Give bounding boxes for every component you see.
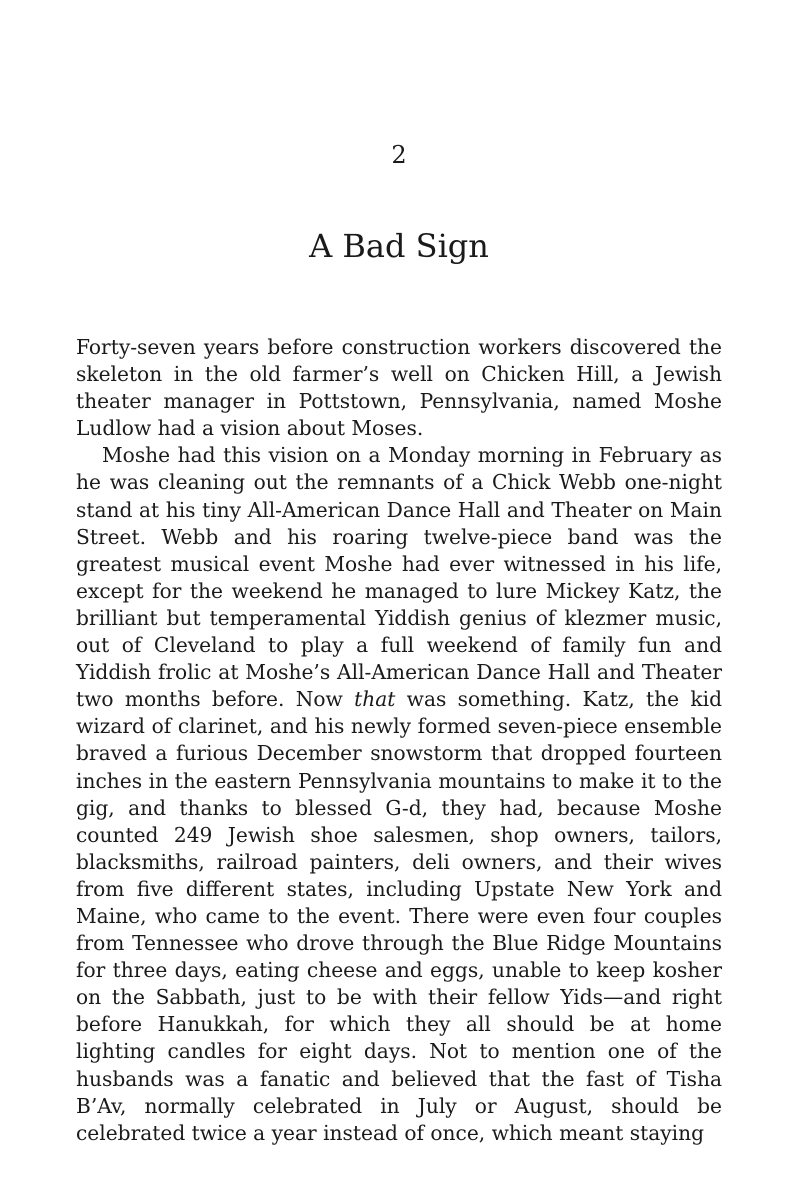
chapter-body — [76, 334, 722, 1147]
paragraph-2-text-a: Moshe had this vision on a Monday morning in February as he was cleaning out the remnants of a Chick Webb one-night stand at his tiny All-American Dance Hall and Theater on Main Street. Webb and his roaring twelve-piece band was the greatest musical event Moshe had ever witnessed in his life, except for the weekend he managed to lure Mickey Katz, the brilliant but temperamental Yiddish genius of klezmer music, out of Cleveland to play a full weekend of family fun and Yiddish frolic at Moshe’s All-American Dance Hall and Theater two months before. Now — [76, 443, 722, 712]
paragraph-2 — [76, 442, 722, 1146]
paragraph-1-text: Forty-seven years before construction workers discovered the skeleton in the old farmer’s well on Chicken Hill, a Jewish theater manager in Pottstown, Pennsylvania, named Moshe Ludlow had a vision about Moses. — [76, 335, 722, 441]
paragraph-2-emphasis: that — [354, 687, 396, 712]
paragraph-2-text-b: was something. Katz, the kid wizard of clarinet, and his newly formed seven-piece ensemble braved a furious December snowstorm that dropped fourteen inches in the eastern Pennsylvania mountains to make it to the gig, and thanks to blessed G-d, they had, because Moshe counted 249 Jewish shoe salesmen, shop owners, tailors, blacksmiths, railroad painters, deli owners, and their wives from five different states, including Upstate New York and Maine, who came to the event. There were even four couples from Tennessee who drove through the Blue Ridge Mountains for three days, eating cheese and eggs, unable to keep kosher on the Sabbath, just to be with their fellow Yids—and right before Hanukkah, for which they all should be at home lighting candles for eight days. Not to mention one of the husbands was a fanatic and believed that the fast of Tisha B’Av, normally celebrated in July or August, should be celebrated twice a year instead of once, which meant staying — [76, 687, 722, 1145]
paragraph-1 — [76, 334, 722, 442]
chapter-number: 2 — [391, 141, 407, 169]
chapter-title: A Bad Sign — [309, 227, 489, 265]
